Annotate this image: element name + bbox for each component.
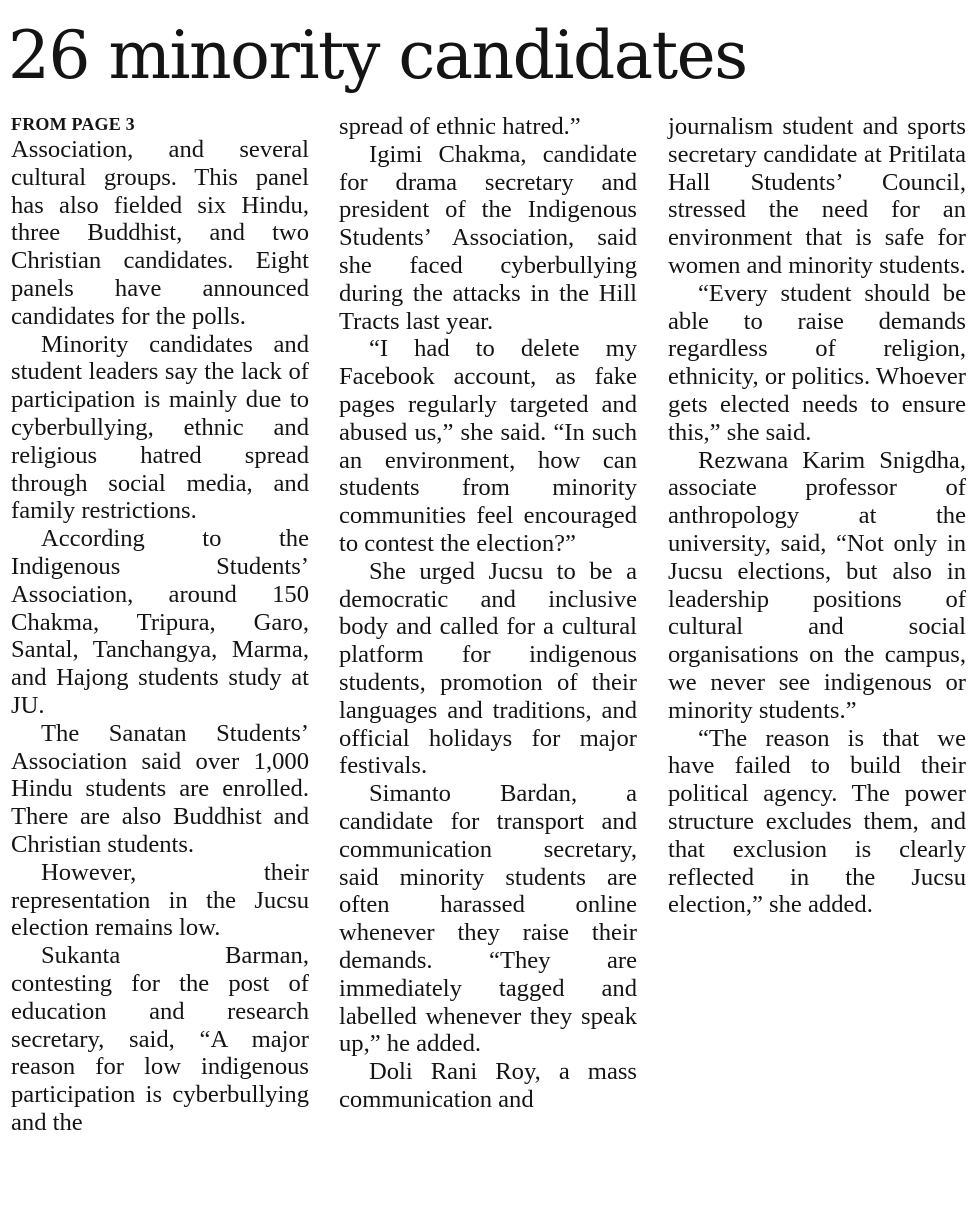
paragraph: journalism student and sports secretary candidate at Pritilata Hall Students’ Council, stressed the need for an environment that is safe for women and minority students. bbox=[668, 113, 966, 279]
headline: 26 minority candidates bbox=[8, 17, 747, 94]
paragraph: According to the Indigenous Students’ Association, around 150 Chakma, Tripura, Garo, Santal, Tanchangya, Marma, and Hajong students study at JU. bbox=[11, 525, 309, 719]
continuation-kicker: FROM PAGE 3 bbox=[11, 114, 135, 134]
article-column-3 bbox=[668, 113, 966, 919]
paragraph: Igimi Chakma, candidate for drama secretary and president of the Indigenous Students’ Association, said she faced cyberbullying during the attacks in the Hill Tracts last year. bbox=[339, 140, 637, 335]
paragraph: Doli Rani Roy, a mass communication and bbox=[339, 1058, 637, 1113]
paragraph: Minority candidates and student leaders say the lack of participation is mainly due to cyberbullying, ethnic and religious hatred spread through social media, and family restrictions. bbox=[11, 330, 309, 525]
paragraph: However, their representation in the Jucsu election remains low. bbox=[11, 858, 309, 942]
paragraph: “The reason is that we have failed to build their political agency. The power structure excludes them, and that exclusion is clearly reflected in the Jucsu election,” she added. bbox=[668, 724, 966, 919]
paragraph: Association, and several cultural groups. This panel has also fielded six Hindu, three Buddhist, and two Christian candidates. Eight panels have announced candidates for the polls. bbox=[11, 136, 309, 330]
paragraph: Sukanta Barman, contesting for the post of education and research secretary, said, “A major reason for low indigenous participation is cyberbullying and the bbox=[11, 942, 309, 1136]
paragraph: “Every student should be able to raise demands regardless of religion, ethnicity, or politics. Whoever gets elected needs to ensure this,” she said. bbox=[668, 279, 966, 446]
article-column-1 bbox=[11, 112, 309, 1137]
paragraph: Simanto Bardan, a candidate for transport and communication secretary, said minority students are often harassed online whenever they raise their demands. “They are immediately tagged and labelled whenever they speak up,” he added. bbox=[339, 780, 637, 1058]
paragraph: “I had to delete my Facebook account, as fake pages regularly targeted and abused us,” she said. “In such an environment, how can students from minority communities feel encouraged to contest the election?” bbox=[339, 335, 637, 557]
paragraph: Rezwana Karim Snigdha, associate professor of anthropology at the university, said, “Not only in Jucsu elections, but also in leadership positions of cultural and social organisations on the campus, we never see indigenous or minority students.” bbox=[668, 446, 966, 724]
article-column-2 bbox=[339, 113, 637, 1114]
paragraph: The Sanatan Students’ Association said over 1,000 Hindu students are enrolled. There are also Buddhist and Christian students. bbox=[11, 719, 309, 858]
paragraph: spread of ethnic hatred.” bbox=[339, 113, 581, 140]
paragraph: She urged Jucsu to be a democratic and inclusive body and called for a cultural platform for indigenous students, promotion of their languages and traditions, and official holidays for major festivals. bbox=[339, 557, 637, 780]
